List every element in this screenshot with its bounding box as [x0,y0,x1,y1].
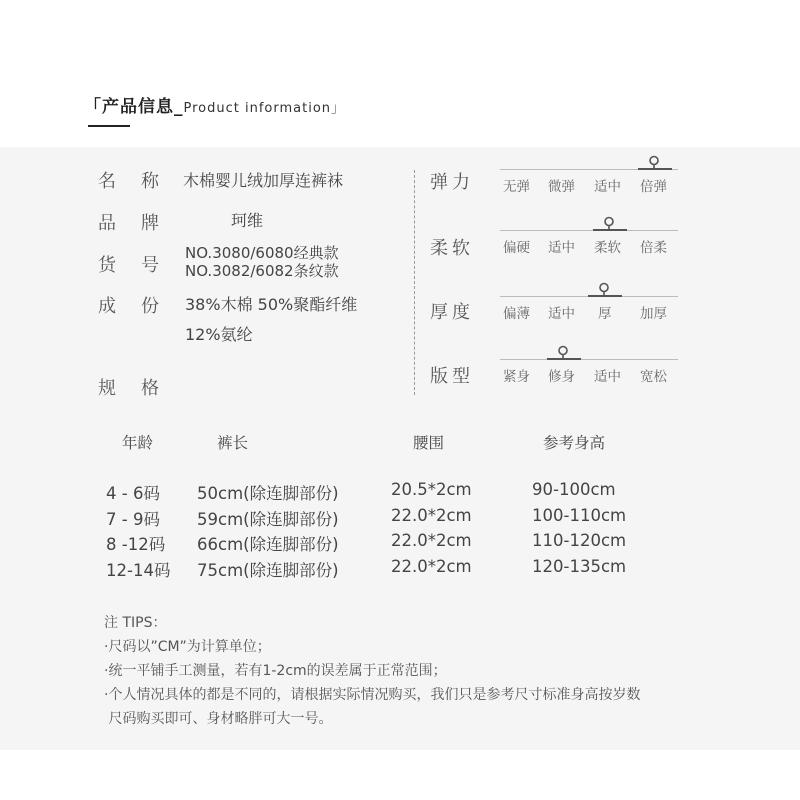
tips-line-4: 尺码购买即可、身材略胖可大一号。 [104,711,333,727]
sku-label: 货 号 [98,255,159,276]
thickness-option-1: 偏薄 [503,306,530,322]
table-cell: 22.0*2cm [391,557,472,576]
table-cell: 4 - 6码 [106,484,160,503]
softness-option-4: 倍柔 [640,240,667,256]
sku-value-1: NO.3080/6080经典款 [185,244,339,262]
elasticity-option-2: 微弹 [548,179,575,195]
spec-label: 规 格 [98,378,159,399]
table-cell: 90-100cm [532,480,616,499]
tips-line-2: ·统一平铺手工测量，若有1-2cm的误差属于正常范围； [104,663,447,679]
thickness-label: 厚度 [430,302,474,323]
table-cell: 59cm(除连脚部份) [197,510,339,529]
composition-value-1: 38%木棉 50%聚酯纤维 [185,295,358,314]
table-cell: 20.5*2cm [391,480,472,499]
table-cell: 50cm(除连脚部份) [197,484,339,503]
tips-line-3: ·个人情况具体的都是不同的，请根据实际情况购买，我们只是参考尺寸标准身高按岁数 [104,687,641,703]
location-pin-icon [602,216,616,230]
table-cell: 110-120cm [532,531,627,550]
location-pin-icon [597,282,611,296]
fit-option-3: 适中 [594,369,621,385]
tips-line-1: ·尺码以”CM”为计算单位； [104,639,271,655]
table-cell: 120-135cm [532,557,627,576]
fit-scale-line [500,359,678,360]
elasticity-option-3: 适中 [594,179,621,195]
elasticity-option-1: 无弹 [503,179,530,195]
section-title-en: Product information」 [183,101,346,116]
composition-value-2: 12%氨纶 [185,325,253,344]
section-title [84,92,345,117]
thickness-option-3: 厚 [598,306,612,322]
sku-value-2: NO.3082/6082条纹款 [185,262,339,280]
fit-option-1: 紧身 [503,369,530,385]
brand-value: 珂维 [231,211,264,230]
softness-option-3: 柔软 [594,240,621,256]
table-cell: 8 -12码 [106,535,166,554]
table-cell: 22.0*2cm [391,506,472,525]
title-underline [88,125,130,127]
fit-label: 版型 [430,366,474,387]
table-cell: 12-14码 [106,561,171,580]
elasticity-label: 弹力 [430,172,474,193]
thickness-option-2: 适中 [548,306,575,322]
table-cell: 100-110cm [532,506,627,525]
softness-label: 柔软 [430,238,474,259]
fit-option-2: 修身 [548,369,575,385]
table-cell: 75cm(除连脚部份) [197,561,339,580]
elasticity-option-4: 倍弹 [640,179,667,195]
location-pin-icon [647,155,661,169]
table-cell: 22.0*2cm [391,531,472,550]
table-cell: 66cm(除连脚部份) [197,535,339,554]
location-pin-icon [556,345,570,359]
fit-option-4: 宽松 [640,369,667,385]
section-title-cn: 「产品信息_ [84,97,184,117]
table-header-height: 参考身高 [543,434,606,452]
table-cell: 7 - 9码 [106,510,160,529]
tips-heading: 注 TIPS： [104,615,167,631]
softness-scale-line [500,230,678,231]
softness-option-2: 适中 [548,240,575,256]
softness-option-1: 偏硬 [503,240,530,256]
table-header-length: 裤长 [217,434,249,452]
table-header-age: 年龄 [122,434,154,452]
table-header-waist: 腰围 [413,434,445,452]
thickness-option-4: 加厚 [640,306,667,322]
column-divider [414,170,415,395]
name-value: 木棉婴儿绒加厚连裤袜 [183,171,344,190]
name-label: 名 称 [98,171,159,192]
brand-label: 品 牌 [98,213,159,234]
composition-label: 成 份 [98,296,159,317]
